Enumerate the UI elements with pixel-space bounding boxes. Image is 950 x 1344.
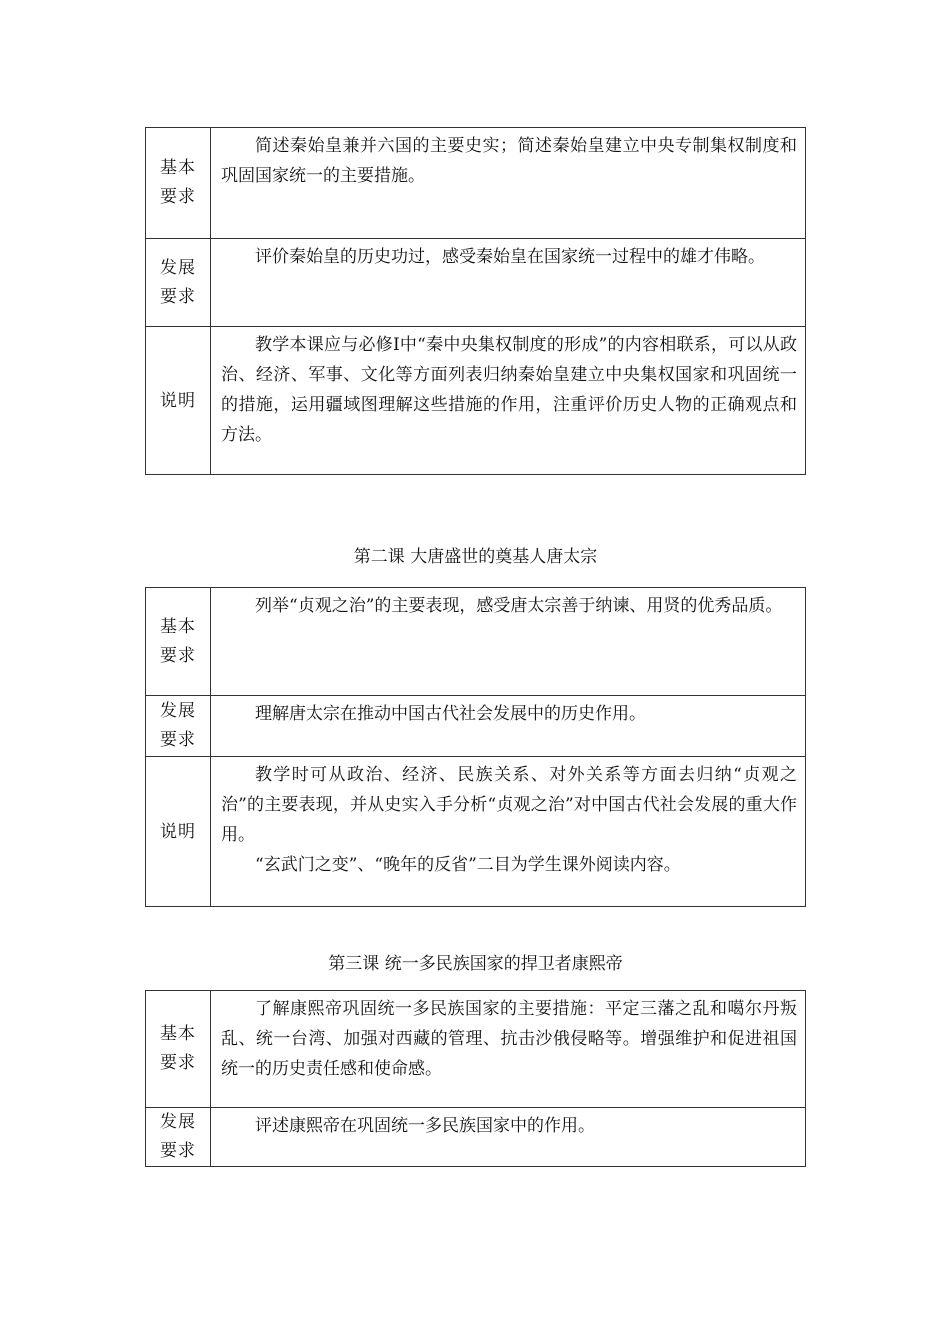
row-label: 说明 <box>146 757 211 907</box>
row-label: 基本要求 <box>146 588 211 696</box>
row-content <box>211 128 806 239</box>
row-content <box>211 327 806 475</box>
lesson3-table <box>145 990 806 1167</box>
row-label: 说明 <box>146 327 211 475</box>
lesson2-title: 第二课 大唐盛世的奠基人唐太宗 <box>353 547 598 567</box>
paragraph: 评价秦始皇的历史功过，感受秦始皇在国家统一过程中的雄才伟略。 <box>255 247 765 267</box>
paragraph: 教学时可从政治、经济、民族关系、对外关系等方面去归纳“贞观之治”的主要表现，并从史实入手分析“贞观之治”对中国古代社会发展的重大作用。 <box>221 765 797 845</box>
row-content <box>211 588 806 696</box>
row-label: 基本要求 <box>146 991 211 1108</box>
table-row <box>146 757 806 907</box>
row-content <box>211 991 806 1108</box>
row-content <box>211 757 806 907</box>
row-label: 发展要求 <box>146 1108 211 1167</box>
paragraph: “玄武门之变”、“晚年的反省”二目为学生课外阅读内容。 <box>255 855 681 875</box>
table-row <box>146 696 806 757</box>
lesson2-table <box>145 587 806 907</box>
table-row <box>146 588 806 696</box>
table-row <box>146 991 806 1108</box>
paragraph: 列举“贞观之治”的主要表现，感受唐太宗善于纳谏、用贤的优秀品质。 <box>255 596 783 616</box>
paragraph: 了解康熙帝巩固统一多民族国家的主要措施：平定三藩之乱和噶尔丹叛乱、统一台湾、加强对西藏的管理、抗击沙俄侵略等。增强维护和促进祖国统一的历史责任感和使命感。 <box>221 999 797 1079</box>
table-row <box>146 239 806 327</box>
paragraph: 评述康熙帝在巩固统一多民族国家中的作用。 <box>255 1116 595 1136</box>
paragraph: 理解唐太宗在推动中国古代社会发展中的历史作用。 <box>255 704 646 724</box>
lesson1-table <box>145 127 806 475</box>
row-content <box>211 1108 806 1167</box>
paragraph: 简述秦始皇兼并六国的主要史实；简述秦始皇建立中央专制集权制度和巩固国家统一的主要措施。 <box>221 136 797 186</box>
lesson3-title: 第三课 统一多民族国家的捍卫者康熙帝 <box>328 954 623 974</box>
row-label: 发展要求 <box>146 239 211 327</box>
row-content <box>211 696 806 757</box>
table-row <box>146 327 806 475</box>
table-row <box>146 1108 806 1167</box>
paragraph: 教学本课应与必修Ⅰ中“秦中央集权制度的形成”的内容相联系，可以从政治、经济、军事、文化等方面列表归纳秦始皇建立中央集权国家和巩固统一的措施，运用疆域图理解这些措施的作用，注重评价历史人物的正确观点和方法。 <box>221 335 797 445</box>
row-label: 基本要求 <box>146 128 211 239</box>
row-content <box>211 239 806 327</box>
row-label: 发展要求 <box>146 696 211 757</box>
table-row <box>146 128 806 239</box>
